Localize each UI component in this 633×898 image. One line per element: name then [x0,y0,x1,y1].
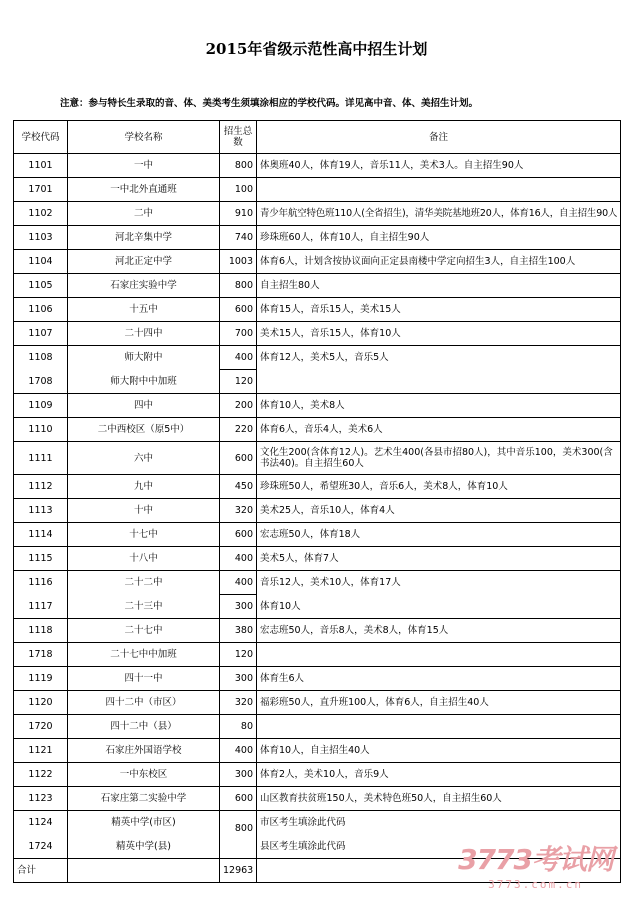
school-code: 1111 [14,442,68,475]
enrollment-table [13,120,621,883]
table-row [14,619,621,643]
school-name: 四十二中（县） [68,715,220,739]
school-code: 1109 [14,394,68,418]
school-code: 1724 [14,835,68,859]
enroll-total: 220 [220,418,257,442]
table-row [14,475,621,499]
school-code: 1103 [14,226,68,250]
enroll-total [220,835,257,859]
enroll-total: 300 [220,763,257,787]
school-code: 1120 [14,691,68,715]
total-value: 12963 [220,859,257,883]
table-row [14,298,621,322]
enroll-total: 200 [220,394,257,418]
school-code: 1101 [14,154,68,178]
remark: 珍珠班60人，体育10人，自主招生90人 [257,226,621,250]
enroll-total: 400 [220,739,257,763]
school-code: 1108 [14,346,68,370]
school-code: 1124 [14,811,68,835]
watermark-logo-text: 3773考试网 [458,843,613,876]
school-name: 二十七中 [68,619,220,643]
school-code: 1106 [14,298,68,322]
school-name: 石家庄实验中学 [68,274,220,298]
header-remark: 备注 [257,121,621,154]
table-row [14,178,621,202]
school-code: 1102 [14,202,68,226]
school-name: 师大附中 [68,346,220,370]
school-name: 二中西校区（原5中） [68,418,220,442]
table-row [14,274,621,298]
remark: 美术15人，音乐15人，体育10人 [257,322,621,346]
school-name: 二中 [68,202,220,226]
table-row [14,202,621,226]
school-name: 石家庄外国语学校 [68,739,220,763]
school-name: 河北正定中学 [68,250,220,274]
remark: 体育10人，美术8人 [257,394,621,418]
school-code: 1708 [14,370,68,394]
school-name: 九中 [68,475,220,499]
remark: 体育10人，自主招生40人 [257,739,621,763]
table-row [14,418,621,442]
school-name: 四中 [68,394,220,418]
remark: 美术5人，体育7人 [257,547,621,571]
table-row [14,523,621,547]
school-code: 1110 [14,418,68,442]
remark: 宏志班50人，体育18人 [257,523,621,547]
remark: 体育生6人 [257,667,621,691]
enroll-total: 600 [220,442,257,475]
total-label: 合计 [14,859,68,883]
table-row [14,571,621,595]
remark: 音乐12人，美术10人，体育17人 [257,571,621,595]
table-row [14,394,621,418]
school-code: 1119 [14,667,68,691]
school-name: 十中 [68,499,220,523]
page-title: 2015年省级示范性高中招生计划 [205,40,428,58]
table-row [14,643,621,667]
header-total: 招生总数 [220,121,257,154]
school-name: 四十二中（市区） [68,691,220,715]
remark: 市区考生填涂此代码 [257,811,621,835]
table-row [14,667,621,691]
enroll-total: 600 [220,523,257,547]
table-row [14,595,621,619]
table-row [14,154,621,178]
school-code: 1720 [14,715,68,739]
school-name: 二十二中 [68,571,220,595]
school-code: 1718 [14,643,68,667]
remark: 文化生200(含体育12人)。艺术生400(各县市招80人)，其中音乐100，美术300(含书法40)。自主招生60人 [257,442,621,475]
notice-text: 注意：参与特长生录取的音、体、美类考生须填涂相应的学校代码。详见高中音、体、美招生计划。 [60,98,479,109]
remark: 体育6人，计划含按协议面向正定县南楼中学定向招生3人，自主招生100人 [257,250,621,274]
school-name: 河北辛集中学 [68,226,220,250]
enroll-total: 1003 [220,250,257,274]
remark: 体奥班40人，体育19人，音乐11人，美术3人。自主招生90人 [257,154,621,178]
school-name: 六中 [68,442,220,475]
enroll-total: 320 [220,691,257,715]
remark [257,370,621,394]
table-row [14,499,621,523]
enroll-total: 800 [220,274,257,298]
table-row [14,346,621,370]
header-school: 学校名称 [68,121,220,154]
table-row [14,322,621,346]
enroll-total: 120 [220,370,257,394]
remark: 体育2人，美术10人，音乐9人 [257,763,621,787]
table-row [14,442,621,475]
school-name: 一中东校区 [68,763,220,787]
table-row [14,250,621,274]
enroll-total: 400 [220,547,257,571]
table-row [14,787,621,811]
remark [257,715,621,739]
school-code: 1112 [14,475,68,499]
enroll-total: 120 [220,643,257,667]
enroll-total: 700 [220,322,257,346]
remark: 体育10人 [257,595,621,619]
remark [257,643,621,667]
enroll-total: 600 [220,787,257,811]
watermark-logo [458,838,613,891]
school-code: 1114 [14,523,68,547]
enroll-total: 400 [220,571,257,595]
enroll-total: 320 [220,499,257,523]
watermark-url: 3773.com.cn [488,878,583,891]
enroll-total: 100 [220,178,257,202]
table-row [14,226,621,250]
enroll-total: 300 [220,667,257,691]
enroll-total: 600 [220,298,257,322]
school-name: 十五中 [68,298,220,322]
table-row [14,547,621,571]
school-name: 二十七中中加班 [68,643,220,667]
enroll-total: 910 [220,202,257,226]
school-code: 1701 [14,178,68,202]
table-row [14,739,621,763]
enroll-total: 300 [220,595,257,619]
school-name: 二十三中 [68,595,220,619]
school-name: 十八中 [68,547,220,571]
school-code: 1117 [14,595,68,619]
school-code: 1116 [14,571,68,595]
remark: 体育6人，音乐4人，美术6人 [257,418,621,442]
total-empty [68,859,220,883]
remark: 山区教育扶贫班150人，美术特色班50人，自主招生60人 [257,787,621,811]
school-code: 1113 [14,499,68,523]
school-code: 1121 [14,739,68,763]
school-name: 一中北外直通班 [68,178,220,202]
remark: 青少年航空特色班110人(全省招生)，清华美院基地班20人，体育16人，自主招生90人 [257,202,621,226]
enroll-total: 450 [220,475,257,499]
remark: 福彩班50人，直升班100人，体育6人，自主招生40人 [257,691,621,715]
school-code: 1122 [14,763,68,787]
remark: 体育12人，美术5人，音乐5人 [257,346,621,370]
school-name: 师大附中中加班 [68,370,220,394]
enroll-total: 800 [220,811,257,835]
school-name: 精英中学(县) [68,835,220,859]
enroll-total: 380 [220,619,257,643]
remark [257,178,621,202]
enroll-total: 400 [220,346,257,370]
school-code: 1104 [14,250,68,274]
school-name: 二十四中 [68,322,220,346]
remark: 县区考生填涂此代码 [257,835,621,859]
school-code: 1123 [14,787,68,811]
table-row [14,715,621,739]
header-code: 学校代码 [14,121,68,154]
school-code: 1107 [14,322,68,346]
school-code: 1105 [14,274,68,298]
enroll-total: 740 [220,226,257,250]
school-name: 十七中 [68,523,220,547]
enroll-total: 80 [220,715,257,739]
school-code: 1115 [14,547,68,571]
table-header-row [14,121,621,154]
remark: 美术25人，音乐10人，体育4人 [257,499,621,523]
remark: 宏志班50人，音乐8人，美术8人，体育15人 [257,619,621,643]
school-name: 石家庄第二实验中学 [68,787,220,811]
remark: 体育15人，音乐15人，美术15人 [257,298,621,322]
school-code: 1118 [14,619,68,643]
table-row [14,691,621,715]
remark: 珍珠班50人，希望班30人，音乐6人，美术8人，体育10人 [257,475,621,499]
table-row [14,811,621,835]
table-row [14,370,621,394]
enroll-total: 800 [220,154,257,178]
school-name: 精英中学(市区) [68,811,220,835]
remark: 自主招生80人 [257,274,621,298]
table-row [14,763,621,787]
school-name: 一中 [68,154,220,178]
school-name: 四十一中 [68,667,220,691]
